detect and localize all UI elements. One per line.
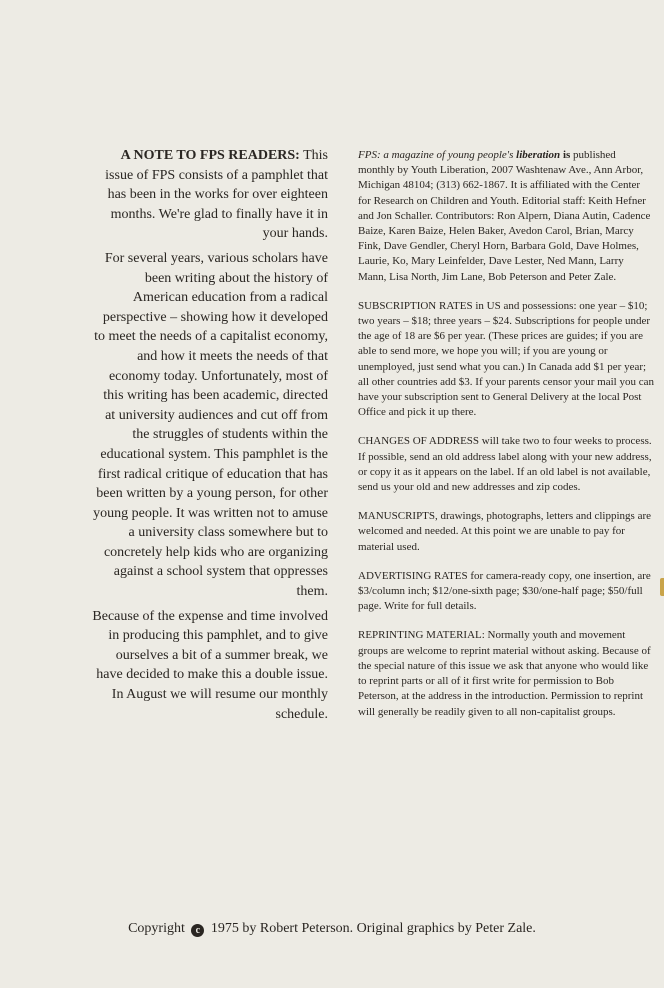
note-paragraph-1 <box>92 146 328 244</box>
copyright-icon: c <box>191 924 204 937</box>
masthead-column <box>358 148 654 734</box>
reprinting-material: REPRINTING MATERIAL: Normally youth and movement groups are welcome to reprint material without asking. Because of the special nature of this issue we ask that anyone who would like to reprint parts or all of it first write for permission to Bob Peterson, at the address in the introduction. Permission to reprint will generally be readily given to all non-capitalist groups. <box>358 629 651 718</box>
copyright-word: Copyright <box>128 921 185 936</box>
note-paragraph-2: For several years, various scholars have been writing about the history of American education from a radical perspective – showing how it developed to meet the needs of a capitalist economy, and how it meets the needs of that economy today. Unfortunately, most of this writing has been academic, directed at university audiences and cut off from the struggles of students within the educational system. This pamphlet is the first radical critique of education that has been written by a young person, for other young people. It was written not to amuse a university class somewhere but to concretely help kids who are organizing against a school system that oppresses them. <box>93 250 328 600</box>
changes-of-address: CHANGES OF ADDRESS will take two to four weeks to process. If possible, send an old address label along with your new address, or copy it as it appears on the label. If an old label is not available, send us your old and new addresses and zip codes. <box>358 435 652 494</box>
copyright-line <box>0 921 664 937</box>
note-heading: A NOTE TO FPS READERS: <box>120 148 300 163</box>
note-to-readers <box>92 146 328 729</box>
masthead-paragraph <box>358 148 654 285</box>
note-paragraph-3: Because of the expense and time involved in producing this pamphlet, and to give ourselves a bit of a summer break, we have decided to make this a double issue. In August we will resume our monthly schedule. <box>92 608 328 722</box>
manuscripts-note: MANUSCRIPTS, drawings, photographs, letters and clippings are welcomed and needed. At this point we are unable to pay for material used. <box>358 510 651 553</box>
magazine-title: FPS: a magazine of young people's <box>358 149 514 161</box>
advertising-rates: ADVERTISING RATES for camera-ready copy, one insertion, are $3/column inch; $12/one-sixth page; $30/one-half page; $50/full page. Write for full details. <box>358 569 651 613</box>
subscription-rates: SUBSCRIPTION RATES in US and possessions: one year – $10; two years – $18; three years – $24. Subscriptions for people under the age of 18 are $6 per year. (These prices are guides; if you are able to send more, we hope you will; if you are young or unemployed, just send what you can.) In Canada add $1 per year; all other countries add $3. If your parents censor your mail you can have your subscription sent to General Delivery at the local Post Office and pick it up there. <box>358 299 654 419</box>
masthead-text: published monthly by Youth Liberation, 2007 Washtenaw Ave., Ann Arbor, Michigan 48104; (313) 662-1867. It is affiliated with the Center for Research on Children and Youth. Editorial staff: Keith Hefner and Jon Schaller. Contributors: Ron Alpern, Diana Autin, Cadence Baize, Karen Baize, Helen Baker, Avedon Carol, Brian, Marcy Fink, Dave Gendler, Cheryl Horn, Barbara Gold, Dave Holmes, Laurie, Ko, Mary Leinfelder, Dave Lester, Ned Mann, Larry Mann, Lisa North, Jim Lane, Bob Peterson and Peter Zale. <box>358 149 651 283</box>
copyright-text: 1975 by Robert Peterson. Original graphics by Peter Zale. <box>210 921 536 936</box>
magazine-title-bold: liberation <box>516 149 561 161</box>
masthead-is: is <box>562 149 571 161</box>
page-edge-mark <box>660 578 664 596</box>
note-intro-text: This issue of FPS consists of a pamphlet that has been in the works for over eighteen months. We're glad to finally have it in your hands. <box>105 148 328 242</box>
